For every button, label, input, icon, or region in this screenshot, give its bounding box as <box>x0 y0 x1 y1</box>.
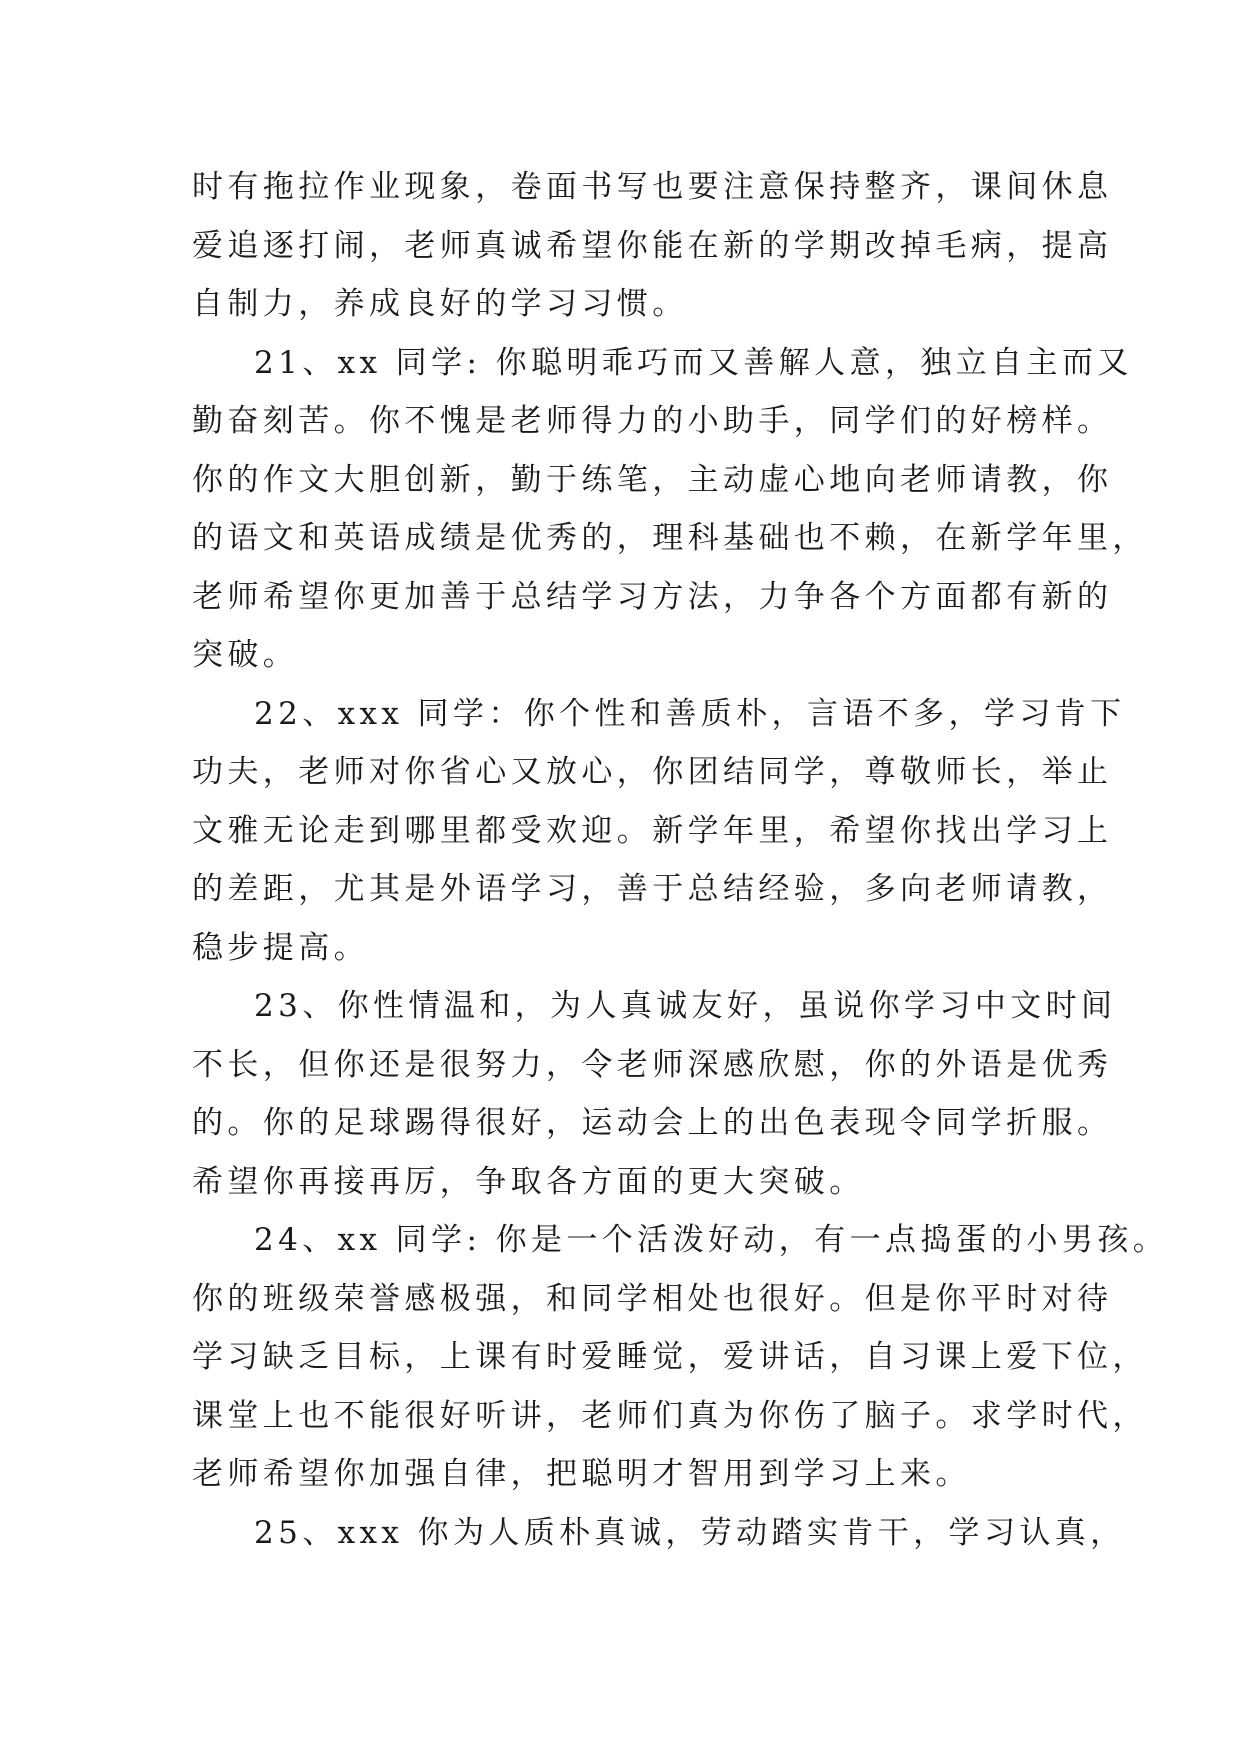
comment-22-start: 22、xxx 同学：你个性和善质朴，言语不多，学习肯下 <box>254 695 1126 732</box>
text-line: 文雅无论走到哪里都受欢迎。新学年里，希望你找出学习上 <box>192 812 1113 849</box>
text-line: 勤奋刻苦。你不愧是老师得力的小助手，同学们的好榜样。 <box>192 403 1113 439</box>
text-line: 你的作文大胆创新，勤于练笔，主动虚心地向老师请教，你 <box>192 461 1113 498</box>
text-line: 希望你再接再厉，争取各方面的更大突破。 <box>192 1163 865 1200</box>
text-line: 的差距，尤其是外语学习，善于总结经验，多向老师请教， <box>192 871 1113 907</box>
text-line: 的。你的足球踢得很好，运动会上的出色表现令同学折服。 <box>192 1105 1113 1141</box>
text-line: 课堂上也不能很好听讲，老师们真为你伤了脑子。求学时代， <box>192 1397 1148 1434</box>
text-line: 不长，但你还是很努力，令老师深感欣慰，你的外语是优秀 <box>192 1046 1113 1083</box>
text-line: 爱追逐打闹，老师真诚希望你能在新的学期改掉毛病，提高 <box>192 227 1113 264</box>
text-line: 学习缺乏目标，上课有时爱睡觉，爱讲话，自习课上爱下位， <box>192 1339 1148 1375</box>
text-line: 突破。 <box>192 637 299 673</box>
comment-24-start: 24、xx 同学: 你是一个活泼好动，有一点捣蛋的小男孩。 <box>254 1222 1169 1258</box>
text-line: 稳步提高。 <box>192 929 369 966</box>
text-line: 老师希望你加强自律，把聪明才智用到学习上来。 <box>192 1456 971 1492</box>
text-line: 你的班级荣誉感极强，和同学相处也很好。但是你平时对待 <box>192 1280 1113 1317</box>
comment-21-start: 21、xx 同学: 你聪明乖巧而又善解人意，独立自主而又 <box>254 344 1133 381</box>
text-line: 的语文和英语成绩是优秀的，理科基础也不赖，在新学年里， <box>192 520 1148 556</box>
text-line: 时有拖拉作业现象，卷面书写也要注意保持整齐，课间休息 <box>192 169 1113 205</box>
text-line: 功夫，老师对你省心又放心，你团结同学，尊敬师长，举止 <box>192 754 1113 790</box>
comment-23-start: 23、你性情温和，为人真诚友好，虽说你学习中文时间 <box>254 988 1117 1024</box>
body-text <box>192 158 1169 1562</box>
text-line: 自制力，养成良好的学习习惯。 <box>192 286 688 322</box>
comment-25-start: 25、xxx 你为人质朴真诚，劳动踏实肯干，学习认真， <box>254 1514 1126 1551</box>
text-line: 老师希望你更加善于总结学习方法，力争各个方面都有新的 <box>192 578 1113 615</box>
